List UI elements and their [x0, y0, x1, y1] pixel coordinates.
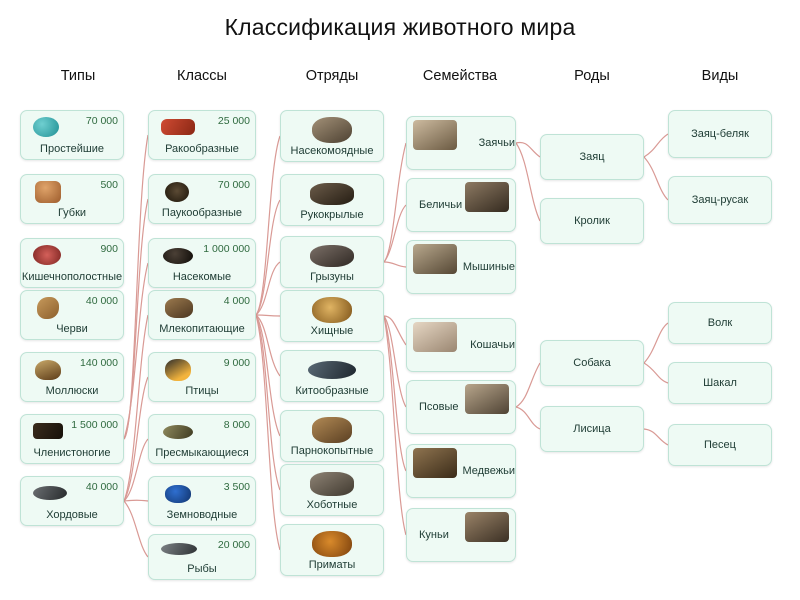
node-class-crustaceans[interactable] — [148, 110, 256, 160]
node-order-primates[interactable] — [280, 524, 384, 576]
elephant-icon — [281, 467, 383, 499]
node-type-chordates[interactable] — [20, 476, 124, 526]
node-label: Волк — [707, 317, 733, 329]
column-header-classes: Классы — [177, 68, 227, 84]
node-label: Кишечнополостные — [21, 271, 123, 283]
column-header-types: Типы — [60, 68, 96, 84]
column-header-families: Семейства — [422, 68, 498, 84]
node-family-ursidae[interactable] — [406, 444, 516, 498]
node-label: Заяц-русак — [691, 194, 749, 206]
node-label: Заяц-беляк — [691, 128, 749, 140]
node-label: Ракообразные — [165, 143, 239, 155]
node-label: Куньи — [419, 529, 449, 541]
node-species-wolf[interactable] — [668, 302, 772, 344]
node-type-mollusks[interactable] — [20, 352, 124, 402]
node-label: Губки — [57, 207, 87, 219]
node-family-canidae[interactable] — [406, 380, 516, 434]
node-label: Членистоногие — [33, 447, 111, 459]
node-label: Земноводные — [166, 509, 238, 521]
node-family-felidae[interactable] — [406, 318, 516, 372]
node-count: 40 000 — [85, 295, 118, 307]
node-count: 8 000 — [223, 419, 250, 431]
node-type-coelenterates[interactable] — [20, 238, 124, 288]
node-label: Кролик — [574, 215, 610, 227]
node-count: 20 000 — [217, 539, 250, 551]
deer-icon — [281, 413, 383, 445]
node-label: Паукообразные — [161, 207, 243, 219]
node-genus-rabbit[interactable] — [540, 198, 644, 244]
node-label: Кошачьи — [470, 339, 515, 351]
node-class-amphibians[interactable] — [148, 476, 256, 526]
node-order-insectivores[interactable] — [280, 110, 384, 162]
node-type-worms[interactable] — [20, 290, 124, 340]
node-genus-dog[interactable] — [540, 340, 644, 386]
node-species-arctic-fox[interactable] — [668, 424, 772, 466]
node-type-protozoa[interactable] — [20, 110, 124, 160]
monkey-icon — [281, 527, 383, 559]
whale-icon — [281, 353, 383, 385]
node-class-birds[interactable] — [148, 352, 256, 402]
node-family-leporidae[interactable] — [406, 116, 516, 170]
node-count: 70 000 — [217, 179, 250, 191]
column-header-species: Виды — [701, 68, 739, 84]
node-family-mustelidae[interactable] — [406, 508, 516, 562]
node-species-brown-hare[interactable] — [668, 176, 772, 224]
node-order-bats[interactable] — [280, 174, 384, 226]
lion-icon — [281, 293, 383, 325]
node-type-sponges[interactable] — [20, 174, 124, 224]
node-label: Мышиные — [462, 261, 515, 273]
node-label: Приматы — [308, 559, 356, 571]
node-genus-hare[interactable] — [540, 134, 644, 180]
node-label: Рукокрылые — [300, 209, 364, 221]
hedgehog-icon — [281, 113, 383, 145]
node-order-artiodactyls[interactable] — [280, 410, 384, 462]
node-count: 3 500 — [223, 481, 250, 493]
node-family-sciuridae[interactable] — [406, 178, 516, 232]
node-label: Китообразные — [295, 385, 369, 397]
node-order-proboscideans[interactable] — [280, 464, 384, 516]
node-label: Моллюски — [45, 385, 99, 397]
node-label: Млекопитающие — [159, 323, 245, 335]
node-label: Черви — [56, 323, 88, 335]
node-label: Медвежьи — [462, 465, 515, 477]
node-label: Шакал — [703, 377, 737, 389]
node-count: 140 000 — [80, 357, 118, 369]
node-order-rodents[interactable] — [280, 236, 384, 288]
node-label: Пресмыкающиеся — [155, 447, 249, 459]
node-order-carnivores[interactable] — [280, 290, 384, 342]
node-label: Хордовые — [46, 509, 98, 521]
node-label: Рыбы — [187, 563, 217, 575]
column-header-orders: Отряды — [305, 68, 359, 84]
node-order-cetaceans[interactable] — [280, 350, 384, 402]
node-genus-fox[interactable] — [540, 406, 644, 452]
node-label: Беличьи — [419, 199, 463, 211]
node-class-insects[interactable] — [148, 238, 256, 288]
node-count: 1 000 000 — [203, 243, 250, 255]
node-species-mountain-hare[interactable] — [668, 110, 772, 158]
node-label: Заячьи — [478, 137, 515, 149]
node-class-mammals[interactable] — [148, 290, 256, 340]
node-label: Насекомые — [172, 271, 232, 283]
node-label: Хоботные — [306, 499, 358, 511]
column-header-genera: Роды — [574, 68, 610, 84]
node-count: 70 000 — [85, 115, 118, 127]
node-class-reptiles[interactable] — [148, 414, 256, 464]
node-label: Хищные — [310, 325, 354, 337]
node-label: Простейшие — [40, 143, 104, 155]
node-label: Грызуны — [310, 271, 354, 283]
rat-icon — [281, 239, 383, 271]
node-count: 900 — [100, 243, 118, 255]
node-class-arachnids[interactable] — [148, 174, 256, 224]
node-label: Парнокопытные — [290, 445, 374, 457]
node-species-jackal[interactable] — [668, 362, 772, 404]
node-class-fishes[interactable] — [148, 534, 256, 580]
node-count: 1 500 000 — [71, 419, 118, 431]
node-count: 500 — [100, 179, 118, 191]
node-count: 9 000 — [223, 357, 250, 369]
node-family-muridae[interactable] — [406, 240, 516, 294]
node-count: 25 000 — [217, 115, 250, 127]
node-label: Насекомоядные — [290, 145, 374, 157]
page-title: Классификация животного мира — [224, 14, 576, 40]
node-count: 4 000 — [223, 295, 250, 307]
node-label: Птицы — [185, 385, 219, 397]
node-label: Песец — [704, 439, 736, 451]
node-type-arthropods[interactable] — [20, 414, 124, 464]
bat-icon — [281, 177, 383, 209]
node-label: Псовые — [419, 401, 459, 413]
node-label: Собака — [573, 357, 611, 369]
node-count: 40 000 — [85, 481, 118, 493]
node-label: Заяц — [579, 151, 605, 163]
node-label: Лисица — [573, 423, 611, 435]
